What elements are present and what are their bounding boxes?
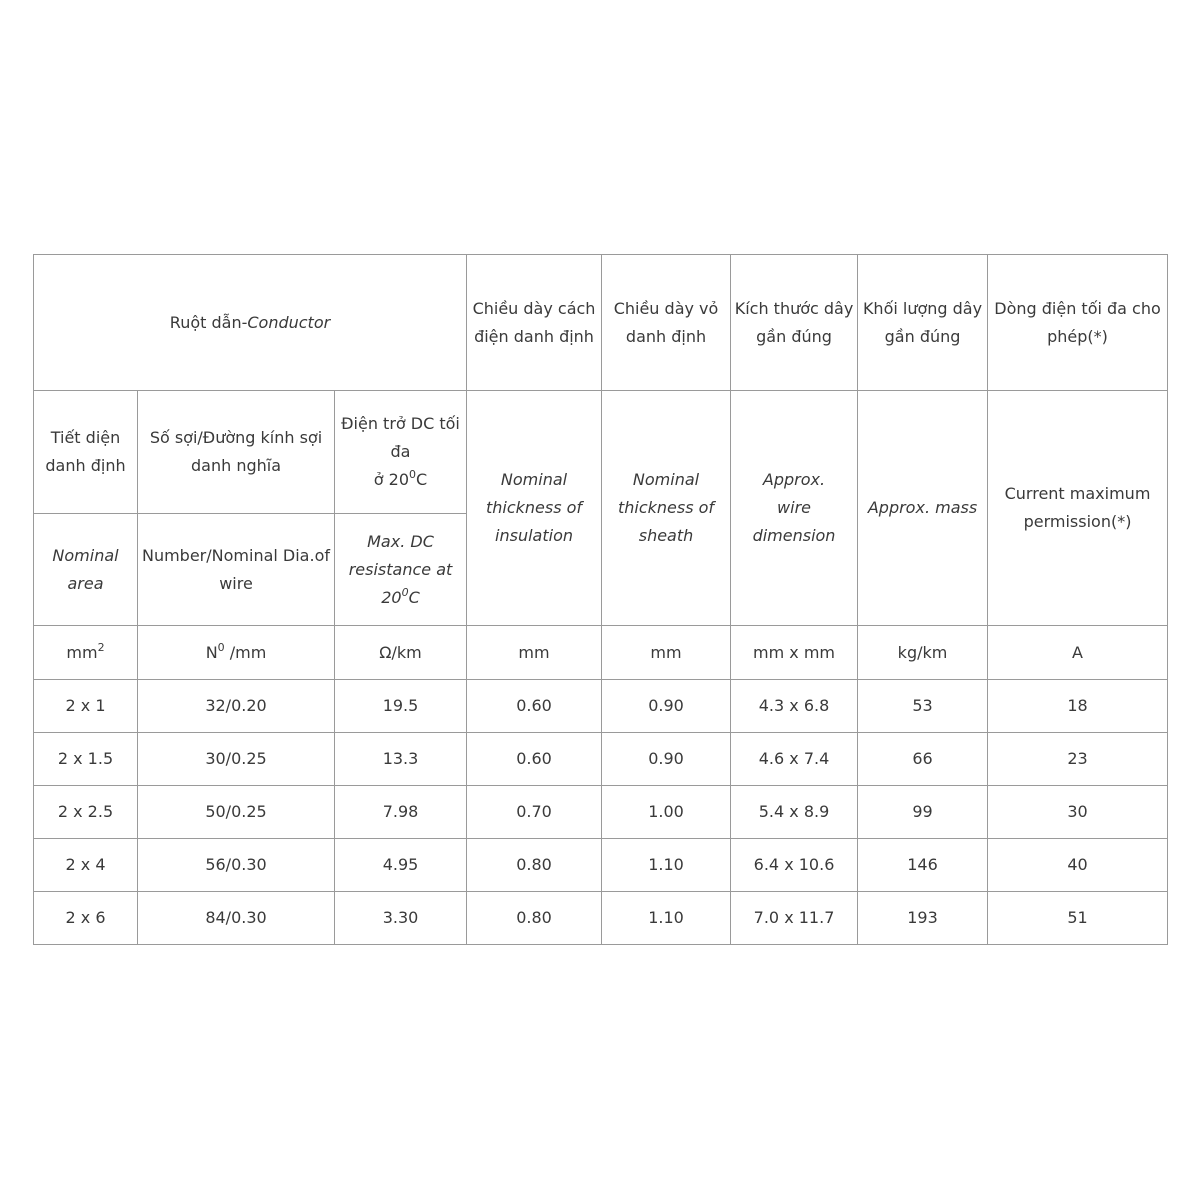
- table-row: [34, 892, 1168, 945]
- cell-current: 23: [988, 733, 1168, 786]
- conductor-header: Ruột dẫn-Conductor: [34, 255, 467, 391]
- cell-current: 51: [988, 892, 1168, 945]
- cell-insulation: 0.60: [467, 733, 602, 786]
- cell-mass: 146: [858, 839, 988, 892]
- cell-current: 18: [988, 680, 1168, 733]
- wire-header-vn: Số sợi/Đường kính sợi danh nghĩa: [138, 391, 335, 514]
- cell-sheath: 1.10: [602, 892, 731, 945]
- cell-dimension: 7.0 x 11.7: [731, 892, 858, 945]
- current-header-en: Current maximum permission(*): [988, 391, 1168, 626]
- cell-sheath: 1.10: [602, 839, 731, 892]
- cell-resistance: 7.98: [335, 786, 467, 839]
- cell-resistance: 4.95: [335, 839, 467, 892]
- sheath-header-vn: Chiều dày vỏ danh định: [602, 255, 731, 391]
- mass-header-en: Approx. mass: [858, 391, 988, 626]
- unit-area: $mm^2$: [34, 626, 138, 680]
- resistance-header-en: Max. DC resistance at $20^0C$: [335, 514, 467, 626]
- cell-sheath: 0.90: [602, 733, 731, 786]
- table-row: [34, 680, 1168, 733]
- cell-dimension: 4.6 x 7.4: [731, 733, 858, 786]
- cell-area: 2 x 2.5: [34, 786, 138, 839]
- table-row: [34, 786, 1168, 839]
- cell-resistance: 19.5: [335, 680, 467, 733]
- cell-insulation: 0.80: [467, 892, 602, 945]
- cell-sheath: 1.00: [602, 786, 731, 839]
- cell-area: 2 x 4: [34, 839, 138, 892]
- cell-wire: 56/0.30: [138, 839, 335, 892]
- current-header-vn: Dòng điện tối đa cho phép(*): [988, 255, 1168, 391]
- dimension-header-en: Approx. wire dimension: [731, 391, 858, 626]
- cell-wire: 84/0.30: [138, 892, 335, 945]
- sheath-header-en: Nominal thickness of sheath: [602, 391, 731, 626]
- unit-insulation: mm: [467, 626, 602, 680]
- cell-dimension: 5.4 x 8.9: [731, 786, 858, 839]
- cell-dimension: 4.3 x 6.8: [731, 680, 858, 733]
- cell-area: 2 x 6: [34, 892, 138, 945]
- unit-dimension: mm x mm: [731, 626, 858, 680]
- cell-wire: 50/0.25: [138, 786, 335, 839]
- resistance-header-vn: Điện trở DC tối đa ở $20^0C$: [335, 391, 467, 514]
- unit-resistance: Ω/km: [335, 626, 467, 680]
- unit-sheath: mm: [602, 626, 731, 680]
- unit-current: A: [988, 626, 1168, 680]
- area-header-vn: Tiết diện danh định: [34, 391, 138, 514]
- cell-insulation: 0.70: [467, 786, 602, 839]
- cell-insulation: 0.60: [467, 680, 602, 733]
- header-row-vn: [34, 391, 1168, 514]
- unit-mass: kg/km: [858, 626, 988, 680]
- insulation-header-vn: Chiều dày cách điện danh định: [467, 255, 602, 391]
- cell-sheath: 0.90: [602, 680, 731, 733]
- cell-mass: 66: [858, 733, 988, 786]
- cell-resistance: 3.30: [335, 892, 467, 945]
- unit-wire: $N^0$ /mm: [138, 626, 335, 680]
- mass-header-vn: Khối lượng dây gần đúng: [858, 255, 988, 391]
- insulation-header-en: Nominal thickness of insulation: [467, 391, 602, 626]
- cell-wire: 30/0.25: [138, 733, 335, 786]
- cell-insulation: 0.80: [467, 839, 602, 892]
- area-header-en: Nominal area: [34, 514, 138, 626]
- cell-current: 40: [988, 839, 1168, 892]
- wire-header-en: Number/Nominal Dia.of wire: [138, 514, 335, 626]
- cell-wire: 32/0.20: [138, 680, 335, 733]
- cell-mass: 99: [858, 786, 988, 839]
- cell-area: 2 x 1: [34, 680, 138, 733]
- cell-area: 2 x 1.5: [34, 733, 138, 786]
- table-row: [34, 839, 1168, 892]
- table-row: [34, 733, 1168, 786]
- header-row: [34, 255, 1168, 391]
- units-row: [34, 626, 1168, 680]
- cell-current: 30: [988, 786, 1168, 839]
- cell-mass: 193: [858, 892, 988, 945]
- dimension-header-vn: Kích thước dây gần đúng: [731, 255, 858, 391]
- cell-resistance: 13.3: [335, 733, 467, 786]
- cell-mass: 53: [858, 680, 988, 733]
- cell-dimension: 6.4 x 10.6: [731, 839, 858, 892]
- cable-spec-table: [33, 254, 1168, 945]
